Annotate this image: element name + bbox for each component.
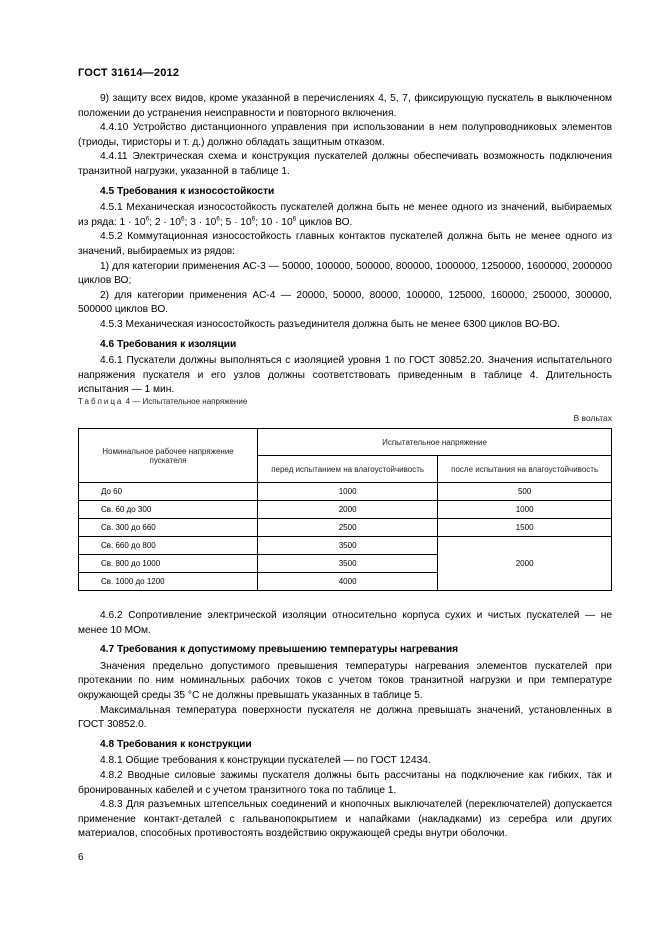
table-caption-title: 4 — Испытательное напряжение — [123, 397, 248, 406]
paragraph-4-7-b: Максимальная температура поверхности пускателя не должна превышать значений, установленных в ГОСТ 30852.0. — [78, 704, 612, 731]
paragraph-4-6-1: 4.6.1 Пускатели должны выполняться с изоляцией уровня 1 по ГОСТ 30852.20. Значения испытательного напряжения пускателя и его узлов должны соответствовать приведенным в таблице 4. Длительность испытания — 1 мин. — [78, 355, 612, 396]
table-header-row — [79, 429, 612, 456]
table-row — [79, 483, 612, 501]
heading-4-5: 4.5 Требования к износостойкости — [100, 185, 275, 197]
voltage-test-table — [78, 428, 612, 591]
cell-before: 3500 — [258, 537, 438, 555]
superscript: 6 — [251, 215, 256, 223]
paragraph-4-5-2: 4.5.2 Коммутационная износостойкость главных контактов пускателей должна быть не менее одного из значений, выбираемых из рядов: — [78, 231, 612, 257]
cell-after-merged: 2000 — [438, 537, 612, 591]
paragraph-4-8-2: 4.8.2 Вводные силовые зажимы пускателя должны быть рассчитаны на подключение как гибких, так и бронированных кабелей и с учетом транзитного тока по таблице 1. — [78, 769, 612, 796]
cell-after: 500 — [438, 483, 612, 501]
cell-before: 2000 — [258, 501, 438, 519]
text-fragment: циклов ВО. — [296, 216, 353, 228]
paragraph-4-5-2-item-1: 1) для категории применения АС-3 — 50000, 100000, 500000, 800000, 1000000, 1250000, 1600000, 2000000 циклов ВО; — [78, 260, 612, 287]
page-number: 6 — [78, 852, 84, 863]
text-fragment: ; 10 · 10 — [255, 216, 293, 228]
table-caption — [78, 397, 247, 406]
cell-before: 2500 — [258, 519, 438, 537]
cell-before: 1000 — [258, 483, 438, 501]
cell-before: 3500 — [258, 555, 438, 573]
heading-4-6: 4.6 Требования к изоляции — [100, 338, 237, 350]
heading-4-8: 4.8 Требования к конструкции — [100, 738, 252, 750]
header-test-voltage: Испытательное напряжение — [258, 429, 612, 456]
cell-nominal: Св. 660 до 800 — [79, 537, 258, 555]
paragraph-4-8-3: 4.8.3 Для разъемных штепсельных соединений и кнопочных выключателей (переключателей) допускается применение контакт-деталей с гальванопокрытием и напайками (накладками) из серебра или других материалов, способных противостоять воздействию окружающей среды внутри оболочки. — [78, 799, 612, 840]
header-nominal-voltage: Номинальное рабочее напряжение пускателя — [79, 429, 258, 483]
paragraph-4-6-2: 4.6.2 Сопротивление электрической изоляции относительно корпуса сухих и чистых пускателей — не менее 10 МОм. — [78, 610, 612, 636]
document-header: ГОСТ 31614—2012 — [78, 67, 180, 79]
cell-nominal: Св. 1000 до 1200 — [79, 573, 258, 591]
table-row — [79, 501, 612, 519]
cell-nominal: До 60 — [79, 483, 258, 501]
cell-nominal: Св. 300 до 660 — [79, 519, 258, 537]
paragraph-4-5-2-item-2: 2) для категории применения АС-4 — 20000, 50000, 80000, 100000, 125000, 160000, 250000, 300000, 500000 циклов ВО. — [78, 289, 612, 316]
text-fragment: ; 3 · 10 — [184, 216, 217, 228]
superscript: 6 — [145, 215, 150, 223]
paragraph-4-5-3: 4.5.3 Механическая износостойкость разъединителя должна быть не менее 6300 циклов ВО-ВО. — [100, 318, 560, 330]
cell-after: 1500 — [438, 519, 612, 537]
header-before-humidity: перед испытанием на влагоустойчивость — [258, 456, 438, 483]
cell-nominal: Св. 800 до 1000 — [79, 555, 258, 573]
table-caption-prefix: Таблица — [78, 397, 124, 406]
text-section-bottom — [78, 609, 612, 842]
cell-nominal: Св. 60 до 300 — [79, 501, 258, 519]
cell-before: 4000 — [258, 573, 438, 591]
text-fragment: ; 2 · 10 — [149, 216, 181, 228]
header-after-humidity: после испытания на влагоустойчивость — [438, 456, 612, 483]
text-fragment: ; 5 · 10 — [219, 216, 252, 228]
superscript: 6 — [292, 215, 297, 223]
text-fragment: 4.5.1 Механическая износостойкость пускателей должна быть не менее одного из значений, выбираемых из ряда: 1 · 10 — [78, 202, 612, 228]
table-row — [79, 537, 612, 555]
paragraph-item-9: 9) защиту всех видов, кроме указанной в перечислениях 4, 5, 7, фиксирующую пускатель в выключенном положении до устранения неисправности и повторного включения. — [78, 93, 612, 119]
superscript: 6 — [180, 215, 185, 223]
paragraph-4-7-a: Значения предельно допустимого превышения температуры нагревания элементов пускателей при протекании по ним номинальных рабочих токов с учетом токов транзитной нагрузки и при температуре окружающей среды 35 °С не должны превышать указанных в таблице 5. — [78, 660, 612, 701]
cell-after: 1000 — [438, 501, 612, 519]
superscript: 6 — [216, 215, 220, 223]
paragraph-4-4-10: 4.4.10 Устройство дистанционного управления при использовании в нем полупроводниковых элементов (триоды, тиристоры и т. д.) должно обладать защитным отказом. — [78, 122, 612, 148]
heading-4-7: 4.7 Требования к допустимому превышению температуры нагревания — [100, 644, 459, 656]
text-section-top — [78, 92, 612, 398]
paragraph-4-5-1 — [78, 201, 612, 230]
table-row — [79, 519, 612, 537]
paragraph-4-8-1: 4.8.1 Общие требования к конструкции пускателей — по ГОСТ 12434. — [100, 755, 431, 767]
paragraph-4-4-11: 4.4.11 Электрическая схема и конструкция пускателей должны обеспечивать возможность подключения транзитной нагрузки, указанной в таблице 1. — [78, 151, 612, 177]
table-unit-note: В вольтах — [573, 413, 612, 423]
